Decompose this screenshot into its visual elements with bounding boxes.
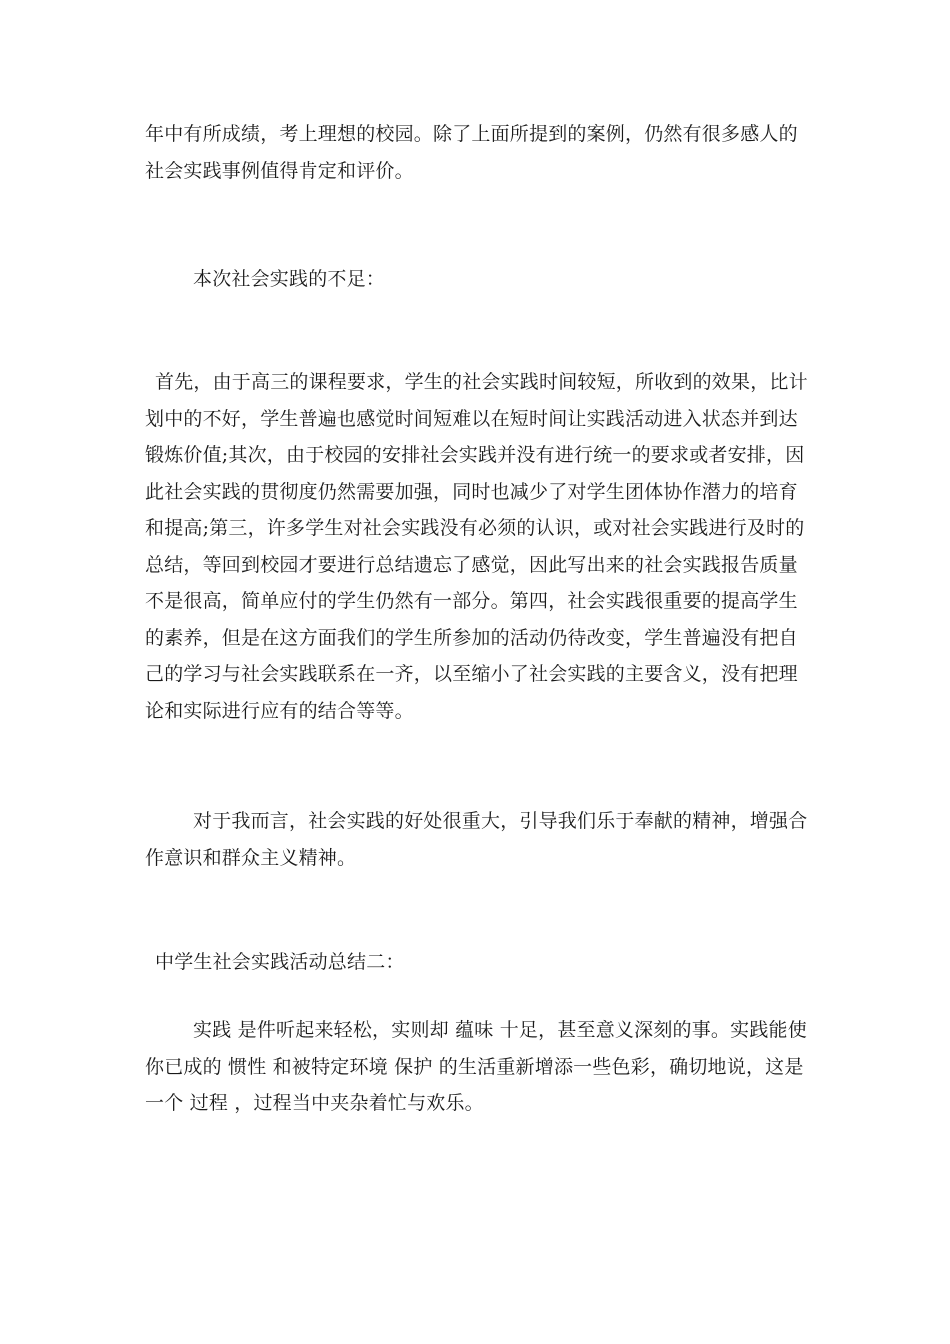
paragraph-personal-reflection: 对于我而言，社会实践的好处很重大，引导我们乐于奉献的精神，增强合作意识和群众主义精神。: [145, 810, 808, 869]
paragraph-shortcomings-detail: 首先，由于高三的课程要求，学生的社会实践时间较短，所收到的效果，比计划中的不好，学生普遍也感觉时间短难以在短时间让实践活动进入状态并到达锻炼价值;其次，由于校园的安排社会实践并没有进行统一的要求或者安排，因此社会实践的贯彻度仍然需要加强，同时也减少了对学生团体协作潜力的培育和提高;第三，许多学生对社会实践没有必须的认识，或对社会实践进行及时的总结，等回到校园才要进行总结遗忘了感觉，因此写出来的社会实践报告质量不是很高，简单应付的学生仍然有一部分。第四，社会实践很重要的提高学生的素养，但是在这方面我们的学生所参加的活动仍待改变，学生普遍没有把自己的学习与社会实践联系在一齐，以至缩小了社会实践的主要含义，没有把理论和实际进行应有的结合等等。: [145, 371, 808, 722]
heading-shortcomings: 本次社会实践的不足：: [193, 268, 386, 290]
paragraph-case-summary: 年中有所成绩，考上理想的校园。除了上面所提到的案例，仍然有很多感人的社会实践事例值得肯定和评价。: [145, 123, 798, 182]
paragraph-practice-meaning: 实践 是件听起来轻松，实则却 蕴味 十足，甚至意义深刻的事。实践能使你已成的 惯性 和被特定环境 保护 的生活重新增添一些色彩，确切地说，这是一个 过程 ，过程当中夹杂着忙与欢乐。: [145, 1019, 807, 1114]
heading-summary-two: 中学生社会实践活动总结二：: [155, 951, 405, 973]
